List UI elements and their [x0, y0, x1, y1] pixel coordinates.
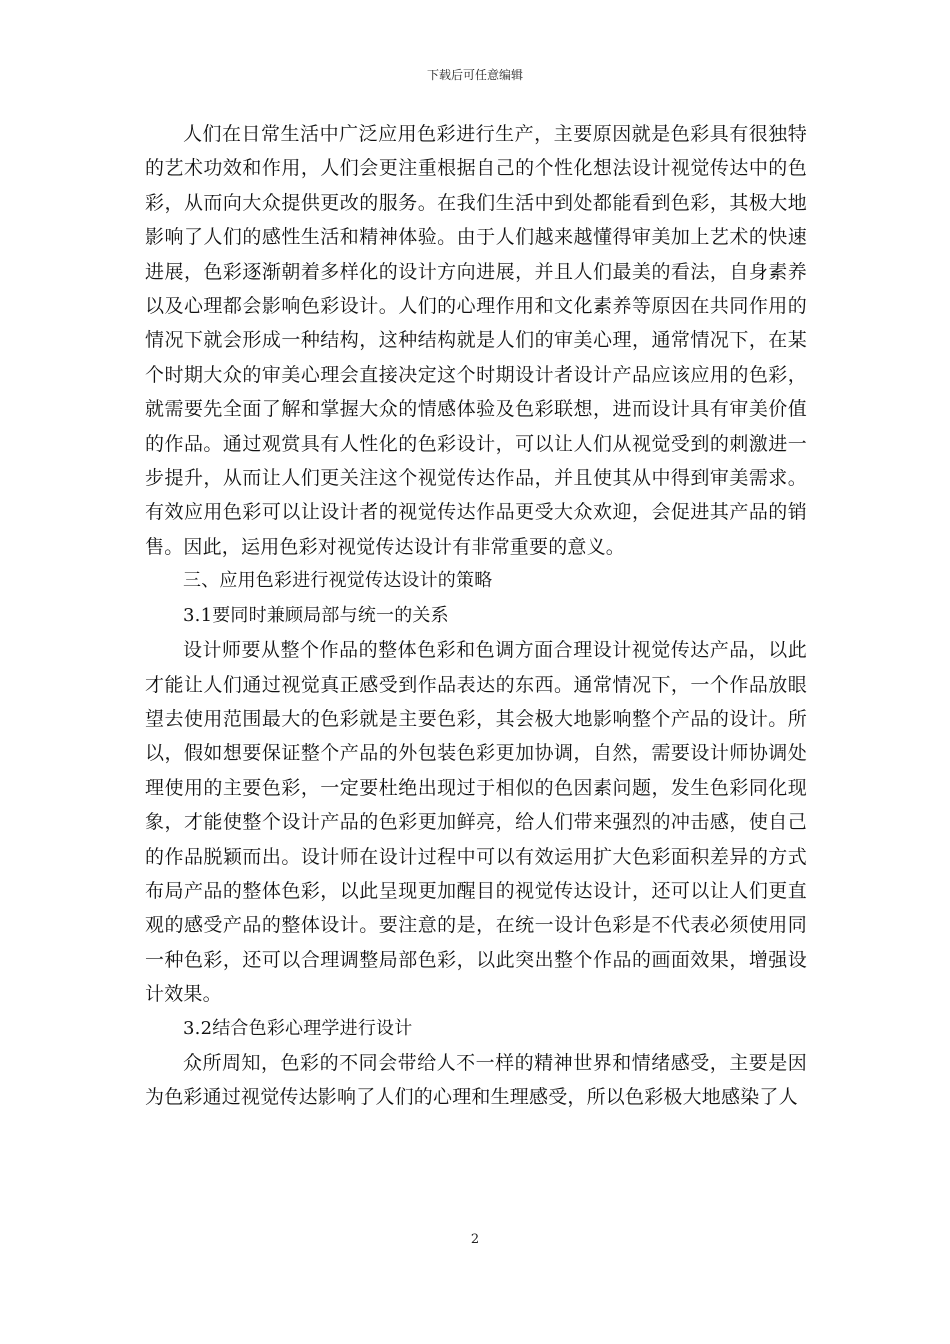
paragraph-color-aesthetics: 人们在日常生活中广泛应用色彩进行生产，主要原因就是色彩具有很独特的艺术功效和作用，人们会更注重根据自己的个性化想法设计视觉传达中的色彩，从而向大众提供更改的服务。在我们生活中到处都能看到色彩，其极大地影响了人们的感性生活和精神体验。由于人们越来越懂得审美加上艺术的快速进展，色彩逐渐朝着多样化的设计方向进展，并且人们最美的看法，自身素养以及心理都会影响色彩设计。人们的心理作用和文化素养等原因在共同作用的情况下就会形成一种结构，这种结构就是人们的审美心理，通常情况下，在某个时期大众的审美心理会直接决定这个时期设计者设计产品应该应用的色彩，就需要先全面了解和掌握大众的情感体验及色彩联想，进而设计具有审美价值的作品。通过观赏具有人性化的色彩设计，可以让人们从视觉受到的刺激进一步提升，从而让人们更关注这个视觉传达作品，并且使其从中得到审美需求。有效应用色彩可以让设计者的视觉传达作品更受大众欢迎，会促进其产品的销售。因此，运用色彩对视觉传达设计有非常重要的意义。 — [145, 123, 807, 558]
paragraph-color-psychology: 众所周知，色彩的不同会带给人不一样的精神世界和情绪感受，主要是因为色彩通过视觉传达影响了人们的心理和生理感受，所以色彩极大地感染了人 — [145, 1051, 807, 1109]
subsection-heading-3-2: 3.2结合色彩心理学进行设计 — [183, 1017, 413, 1039]
paragraph-local-and-unity: 设计师要从整个作品的整体色彩和色调方面合理设计视觉传达产品，以此才能让人们通过视觉真正感受到作品表达的东西。通常情况下，一个作品放眼望去使用范围最大的色彩就是主要色彩，其会极大地影响整个产品的设计。所以，假如想要保证整个产品的外包装色彩更加协调，自然，需要设计师协调处理使用的主要色彩，一定要杜绝出现过于相似的色因素问题，发生色彩同化现象，才能使整个设计产品的色彩更加鲜亮，给人们带来强烈的冲击感，使自己的作品脱颖而出。设计师在设计过程中可以有效运用扩大色彩面积差异的方式布局产品的整体色彩，以此呈现更加醒目的视觉传达设计，还可以让人们更直观的感受产品的整体设计。要注意的是，在统一设计色彩是不代表必须使用同一种色彩，还可以合理调整局部色彩，以此突出整个作品的画面效果，增强设计效果。 — [145, 639, 807, 1006]
subsection-heading-3-1: 3.1要同时兼顾局部与统一的关系 — [183, 604, 449, 626]
section-heading-strategies: 三、应用色彩进行视觉传达设计的策略 — [183, 570, 493, 592]
page-header: 下载后可任意编辑 — [426, 68, 523, 82]
page-number: 2 — [470, 1232, 480, 1247]
document-body — [145, 117, 807, 1115]
